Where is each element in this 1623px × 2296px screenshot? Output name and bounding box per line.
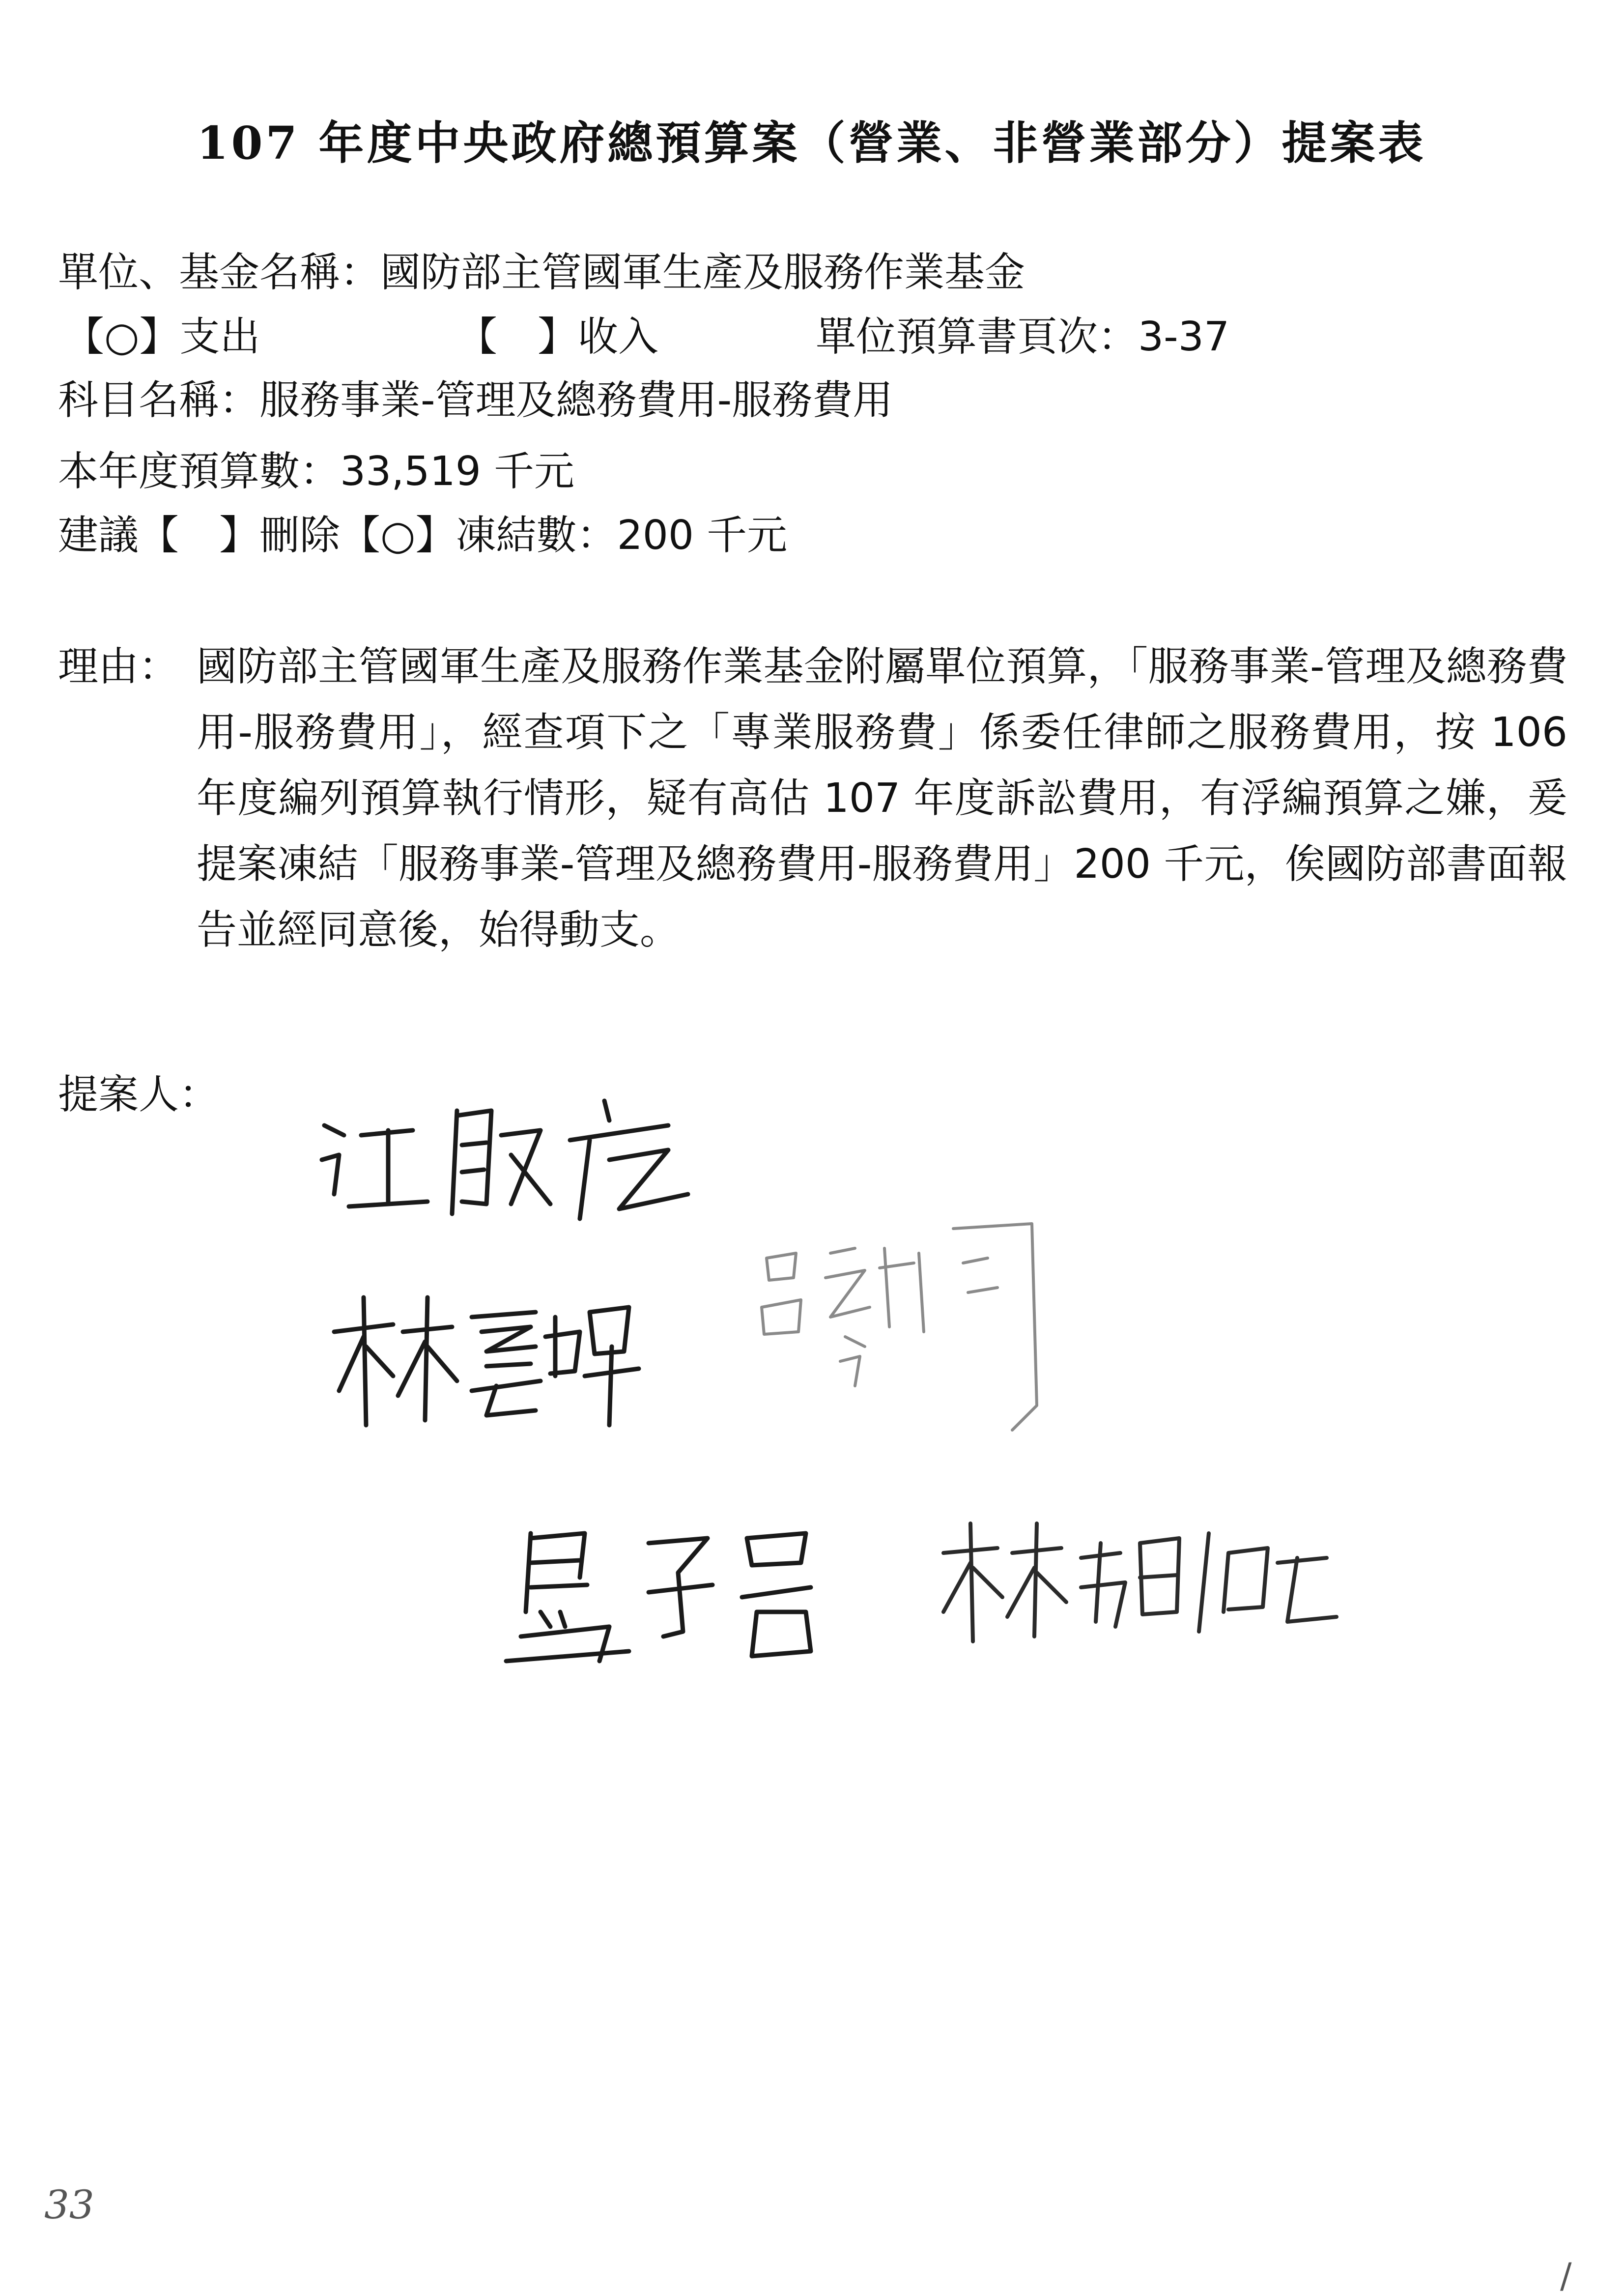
page-reference-label: 單位預算書頁次： bbox=[816, 314, 1139, 360]
page-number-mark: 33 bbox=[44, 2182, 94, 2228]
budget-label: 本年度預算數： bbox=[58, 448, 341, 495]
signature-jiang-chi-chen bbox=[314, 1081, 717, 1229]
signature-lu-yu-ling bbox=[757, 1219, 1071, 1455]
suggestion-label: 建議【 】刪除【○】凍結數： bbox=[58, 512, 617, 559]
unit-fund-value: 國防部主管國軍生產及服務作業基金 bbox=[380, 249, 1025, 296]
signature-lin-li-chan bbox=[324, 1278, 649, 1435]
signature-lin-chang-tso bbox=[934, 1514, 1356, 1651]
page-reference-value: 3-37 bbox=[1138, 314, 1230, 360]
subject-label: 科目名稱： bbox=[58, 377, 260, 424]
suggestion-row bbox=[58, 511, 787, 560]
subject-row bbox=[58, 376, 893, 425]
document-title: 107 年度中央政府總預算案（營業、非營業部分）提案表 bbox=[197, 116, 1426, 170]
reason-text: 國防部主管國軍生產及服務作業基金附屬單位預算，「服務事業-管理及總務費用-服務費用」，經查項下之「專業服務費」係委任律師之服務費用，按 106 年度編列預算執行情形，疑有高估 107 年度訴訟費用，有浮編預算之嫌，爰提案凍結「服務事業-管理及總務費用-服務費用」200 千元，俟國防部書面報告並經同意後，始得動支。 bbox=[197, 643, 1567, 953]
subject-value: 服務事業-管理及總務費用-服務費用 bbox=[259, 377, 893, 424]
reason-label: 理由： bbox=[58, 643, 179, 690]
unit-fund-label: 單位、基金名稱： bbox=[58, 249, 381, 296]
suggestion-value: 200 千元 bbox=[617, 512, 788, 559]
edge-mark: / bbox=[1560, 2256, 1572, 2296]
signature-ma-wen-chun bbox=[501, 1514, 865, 1671]
income-option: 【 】收入 bbox=[457, 314, 659, 360]
expense-option: 【○】支出 bbox=[64, 314, 260, 360]
unit-fund-row bbox=[58, 248, 1025, 297]
proposer-label: 提案人： bbox=[58, 1071, 220, 1118]
page-reference bbox=[816, 313, 1229, 362]
budget-row bbox=[58, 447, 574, 496]
budget-value: 33,519 千元 bbox=[340, 448, 575, 495]
